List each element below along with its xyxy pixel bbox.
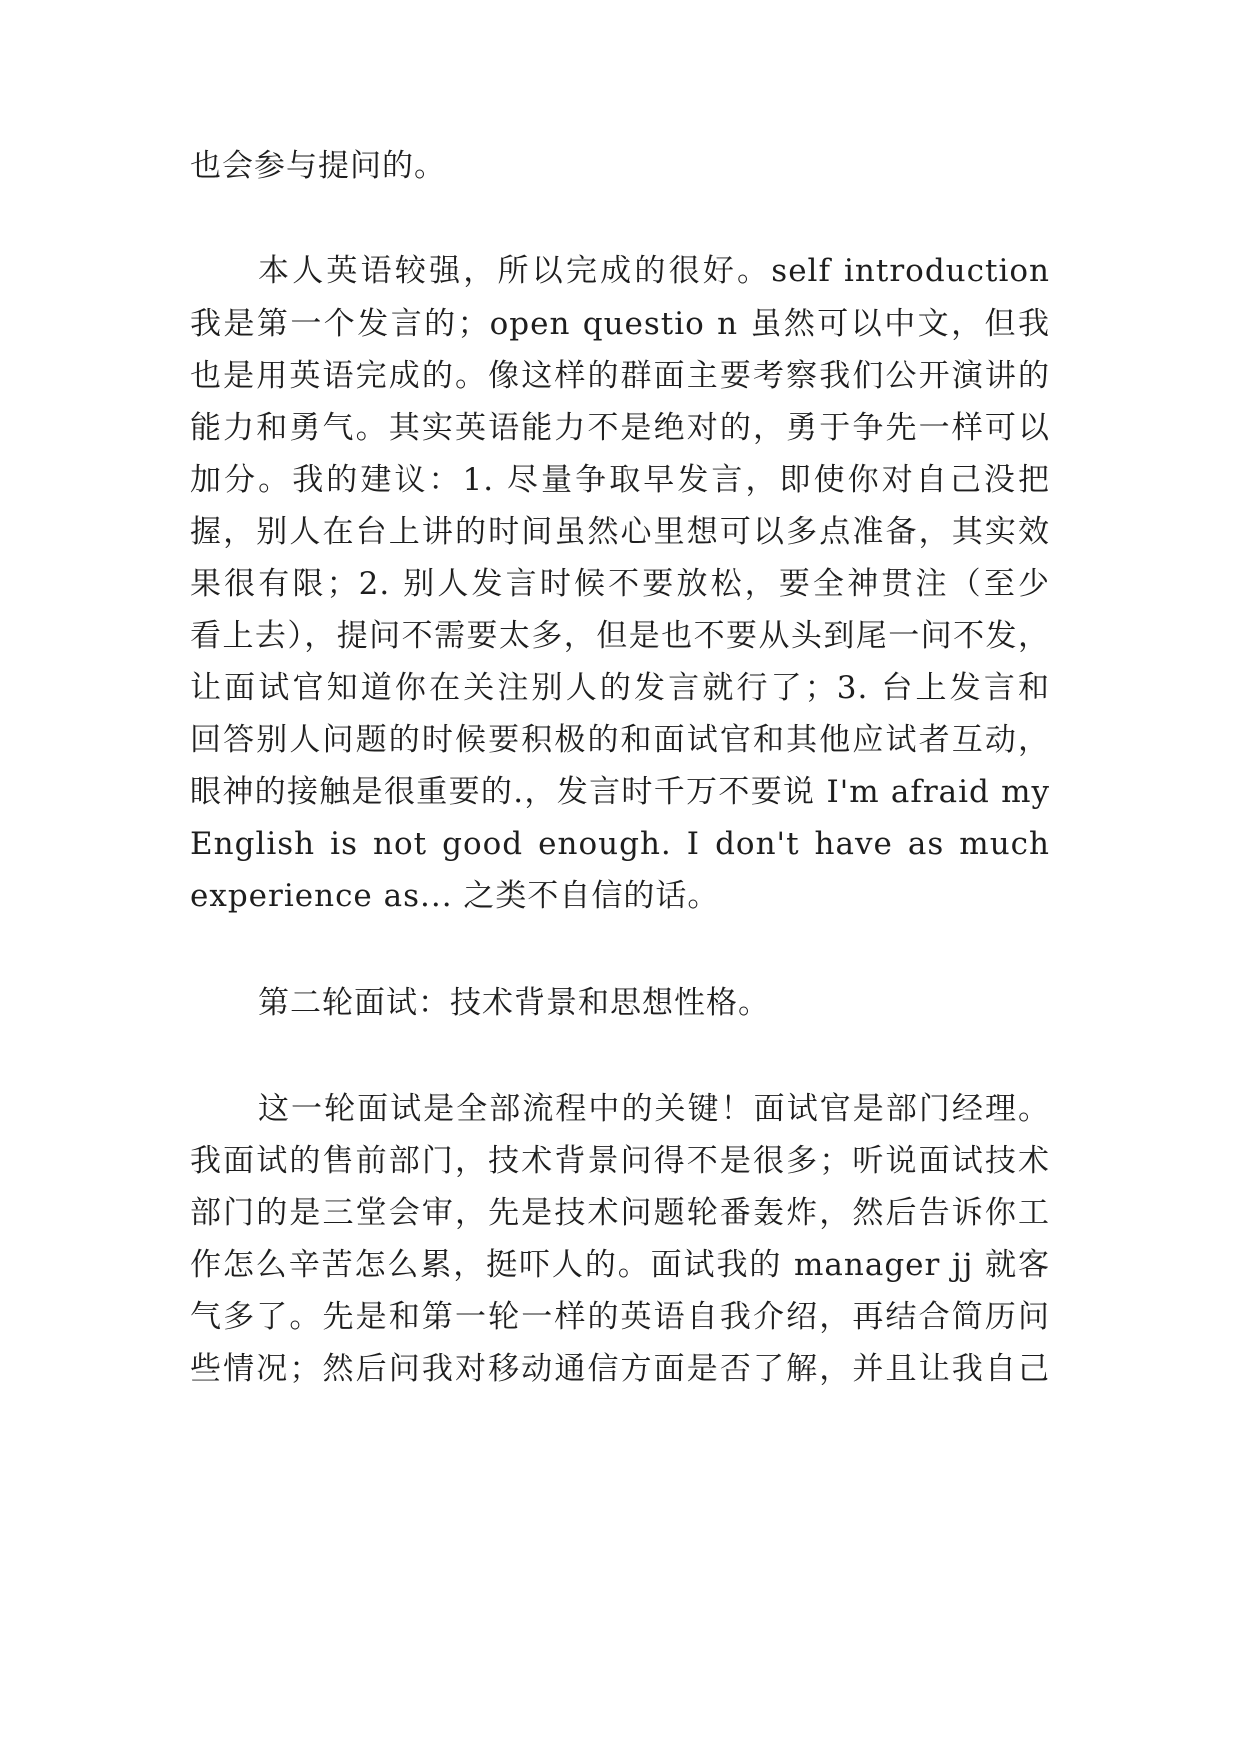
- text-line: 这一轮面试是全部流程中的关键！面试官是部门经理。: [258, 1091, 1050, 1127]
- text-line: 握，别人在台上讲的时间虽然心里想可以多点准备，其实效: [190, 514, 1050, 550]
- text-line: 果很有限；2. 别人发言时候不要放松，要全神贯注（至少: [190, 566, 1050, 602]
- text-line: English is not good enough. I don't have as much: [190, 826, 1050, 862]
- text-line: 本人英语较强，所以完成的很好。self introduction: [258, 253, 1050, 289]
- text-line: 部门的是三堂会审，先是技术问题轮番轰炸，然后告诉你工: [190, 1195, 1050, 1231]
- text-line: 也会参与提问的。: [190, 148, 446, 184]
- section-heading: 第二轮面试：技术背景和思想性格。: [258, 985, 770, 1021]
- text-line: 些情况；然后问我对移动通信方面是否了解，并且让我自己: [190, 1351, 1050, 1387]
- text-line: 加分。我的建议：1. 尽量争取早发言，即使你对自己没把: [190, 462, 1050, 498]
- text-line: 眼神的接触是很重要的.，发言时千万不要说 I'm afraid my: [190, 774, 1050, 810]
- text-line: 能力和勇气。其实英语能力不是绝对的，勇于争先一样可以: [190, 410, 1050, 446]
- text-line: 看上去），提问不需要太多，但是也不要从头到尾一问不发，: [190, 618, 1050, 654]
- text-line: 让面试官知道你在关注别人的发言就行了；3. 台上发言和: [190, 670, 1050, 706]
- text-line: 回答别人问题的时候要积极的和面试官和其他应试者互动，: [190, 722, 1050, 758]
- text-line: 我是第一个发言的；open questio n 虽然可以中文，但我: [190, 306, 1050, 342]
- text-line: 气多了。先是和第一轮一样的英语自我介绍，再结合简历问: [190, 1299, 1050, 1335]
- text-line: 我面试的售前部门，技术背景问得不是很多；听说面试技术: [190, 1143, 1050, 1179]
- text-line: experience as... 之类不自信的话。: [190, 878, 720, 914]
- text-line: 作怎么辛苦怎么累，挺吓人的。面试我的 manager jj 就客: [190, 1247, 1050, 1283]
- text-line: 也是用英语完成的。像这样的群面主要考察我们公开演讲的: [190, 358, 1050, 394]
